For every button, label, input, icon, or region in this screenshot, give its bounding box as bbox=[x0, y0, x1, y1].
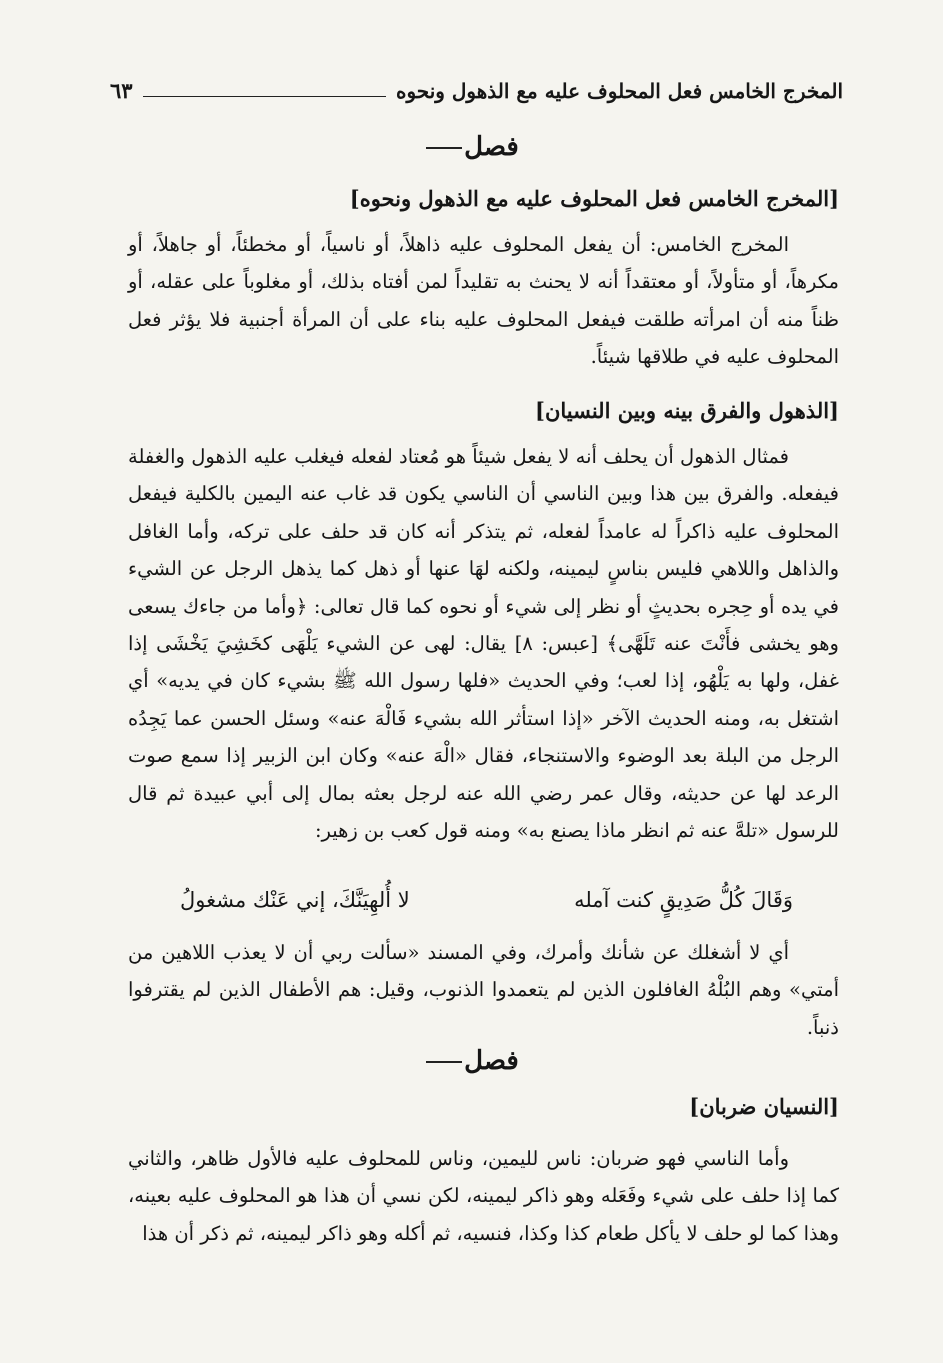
paragraph-text: أي لا أشغلك عن شأنك وأمرك، وفي المسند «سألت ربي أن لا يعذب اللاهين من أمتي» وهم البُلْهُ الغافلون الذين لم يتعمدوا الذنوب، وقيل: هم الأطفال الذين لم يقترفوا ذنباً. bbox=[128, 941, 839, 1039]
verse-second-hemistich: لا أُلهِيَنَّكَ، إني عَنْك مشغولُ bbox=[180, 888, 410, 912]
running-header bbox=[110, 78, 843, 103]
running-title: المخرج الخامس فعل المحلوف عليه مع الذهول ونحوه bbox=[395, 78, 843, 103]
header-rule bbox=[143, 96, 386, 97]
paragraph-text: المخرج الخامس: أن يفعل المحلوف عليه ذاهلاً، أو ناسياً، أو مخطئاً، أو جاهلاً، أو مكرهاً، أو متأولاً، أو معتقداً أنه لا يحنث به تقليداً لمن أفتاه بذلك، أو مغلوباً على عقله، أو ظناً منه أن امرأته طلقت فيفعل المحلوف عليه بناء على أن المرأة أجنبية فلا يؤثر فعل المحلوف عليه في طلاقها شيئاً. bbox=[128, 233, 839, 369]
paragraph-text: فمثال الذهول أن يحلف أنه لا يفعل شيئاً هو مُعتاد لفعله فيغلب عليه الذهول والغفلة فيفعله. والفرق بين هذا وبين الناسي أن الناسي يكون قد غاب عنه اليمين بالكلية فيفعل المحلوف عليه ذاكراً له عامداً لفعله، ثم يتذكر أنه كان قد حلف على تركه، وأما الغافل والذاهل واللاهي فليس بناسٍ ليمينه، ولكنه لهَا عنها أو ذهل كما يذهل الرجل عن الشيء في يده أو حِجره بحديثٍ أو نظر إلى شيء أو نحوه كما قال تعالى: ﴿وأما من جاءك يسعى وهو يخشى فأَنْتَ عنه تَلَهَّى﴾ [عبس: ٨] يقال: لهى عن الشيء يَلْهَى كخَشِيَ يَخْشَى إذا غفل، ولها به يَلْهُو، إذا لعب؛ وفي الحديث «فلها رسول الله ﷺ بشيء كان في يديه» أي اشتغل به، ومنه الحديث الآخر «إذا استأثر الله بشيء فَالْهَ عنه» وسئل الحسن عما يَجِدُه الرجل من البلة بعد الوضوء والاستنجاء، فقال «الْهَ عنه» وكان ابن الزبير إذا سمع صوت الرعد لها عن حديثه، وقال عمر رضي الله عنه لرجل بعثه بمال إلى أبي عبيدة ثم قال للرسول «تلهَّ عنه ثم انظر ماذا يصنع به» ومنه قول كعب بن زهير: bbox=[128, 445, 839, 843]
section-divider-fasl bbox=[0, 1046, 943, 1076]
fasl-tail bbox=[426, 147, 462, 149]
section-heading: [المخرج الخامس فعل المحلوف عليه مع الذهول ونحوه] bbox=[349, 186, 839, 211]
body-paragraph bbox=[128, 1140, 839, 1252]
verse-first-hemistich: وَقَالَ كُلُّ صَدِيقٍ كنت آمله bbox=[574, 888, 793, 912]
fasl-label: فصل bbox=[464, 132, 519, 162]
section-divider-fasl bbox=[0, 132, 943, 162]
section-heading: [الذهول والفرق بينه وبين النسيان] bbox=[535, 398, 839, 423]
fasl-tail bbox=[426, 1061, 462, 1063]
body-paragraph bbox=[128, 934, 839, 1046]
poetry-verse bbox=[180, 888, 793, 912]
page-number: ٦٣ bbox=[110, 78, 133, 103]
section-heading: [النسيان ضربان] bbox=[689, 1094, 839, 1119]
body-paragraph bbox=[128, 438, 839, 849]
fasl-label: فصل bbox=[464, 1046, 519, 1076]
paragraph-text: وأما الناسي فهو ضربان: ناس لليمين، وناس للمحلوف عليه فالأول ظاهر، والثاني كما إذا حلف على شيء وفَعَله وهو ذاكر ليمينه، لكن نسي أن هذا هو المحلوف عليه بعينه، وهذا كما لو حلف لا يأكل طعام كذا وكذا، فنسيه، ثم أكله وهو ذاكر ليمينه، ثم ذكر أن هذا bbox=[128, 1147, 839, 1245]
body-paragraph bbox=[128, 226, 839, 376]
